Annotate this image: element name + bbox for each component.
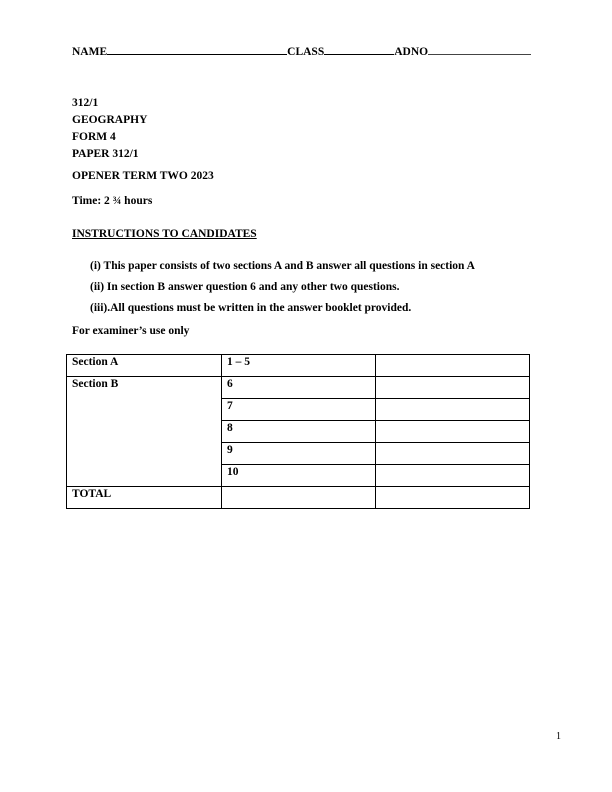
time-allowed: Time: 2 ¾ hours bbox=[72, 195, 153, 207]
class-blank[interactable] bbox=[324, 45, 394, 55]
marks-cell[interactable] bbox=[376, 421, 530, 443]
question-cell: 1 – 5 bbox=[222, 355, 376, 377]
question-cell: 8 bbox=[222, 421, 376, 443]
page-number: 1 bbox=[556, 731, 561, 742]
table-row bbox=[67, 377, 530, 399]
instruction-item: (i) This paper consists of two sections A and B answer all questions in section A bbox=[90, 260, 475, 272]
question-cell bbox=[222, 487, 376, 509]
instruction-item: (ii) In section B answer question 6 and any other two questions. bbox=[90, 281, 400, 293]
name-label: NAME bbox=[72, 46, 108, 58]
section-cell: Section B bbox=[67, 377, 222, 487]
marks-cell[interactable] bbox=[376, 443, 530, 465]
candidate-details-line bbox=[72, 45, 531, 58]
question-cell: 6 bbox=[222, 377, 376, 399]
marks-cell[interactable] bbox=[376, 355, 530, 377]
class-label: CLASS bbox=[287, 46, 325, 58]
instructions-heading: INSTRUCTIONS TO CANDIDATES bbox=[72, 228, 257, 240]
form-label: FORM 4 bbox=[72, 131, 116, 143]
question-cell: 9 bbox=[222, 443, 376, 465]
name-blank[interactable] bbox=[107, 45, 287, 55]
marks-cell[interactable] bbox=[376, 377, 530, 399]
question-cell: 7 bbox=[222, 399, 376, 421]
marks-cell[interactable] bbox=[376, 465, 530, 487]
table-row bbox=[67, 487, 530, 509]
marks-cell[interactable] bbox=[376, 399, 530, 421]
instruction-item: (iii).All questions must be written in the answer booklet provided. bbox=[90, 302, 412, 314]
examiner-marks-table bbox=[66, 354, 530, 509]
marks-cell[interactable] bbox=[376, 487, 530, 509]
section-cell: TOTAL bbox=[67, 487, 222, 509]
table-row bbox=[67, 355, 530, 377]
examiner-label: For examiner’s use only bbox=[72, 325, 190, 337]
exam-title: OPENER TERM TWO 2023 bbox=[72, 170, 214, 182]
adno-blank[interactable] bbox=[428, 45, 531, 55]
question-cell: 10 bbox=[222, 465, 376, 487]
section-cell: Section A bbox=[67, 355, 222, 377]
subject-title: GEOGRAPHY bbox=[72, 114, 148, 126]
paper-label: PAPER 312/1 bbox=[72, 148, 139, 160]
adno-label: ADNO bbox=[394, 46, 429, 58]
paper-code: 312/1 bbox=[72, 97, 99, 109]
